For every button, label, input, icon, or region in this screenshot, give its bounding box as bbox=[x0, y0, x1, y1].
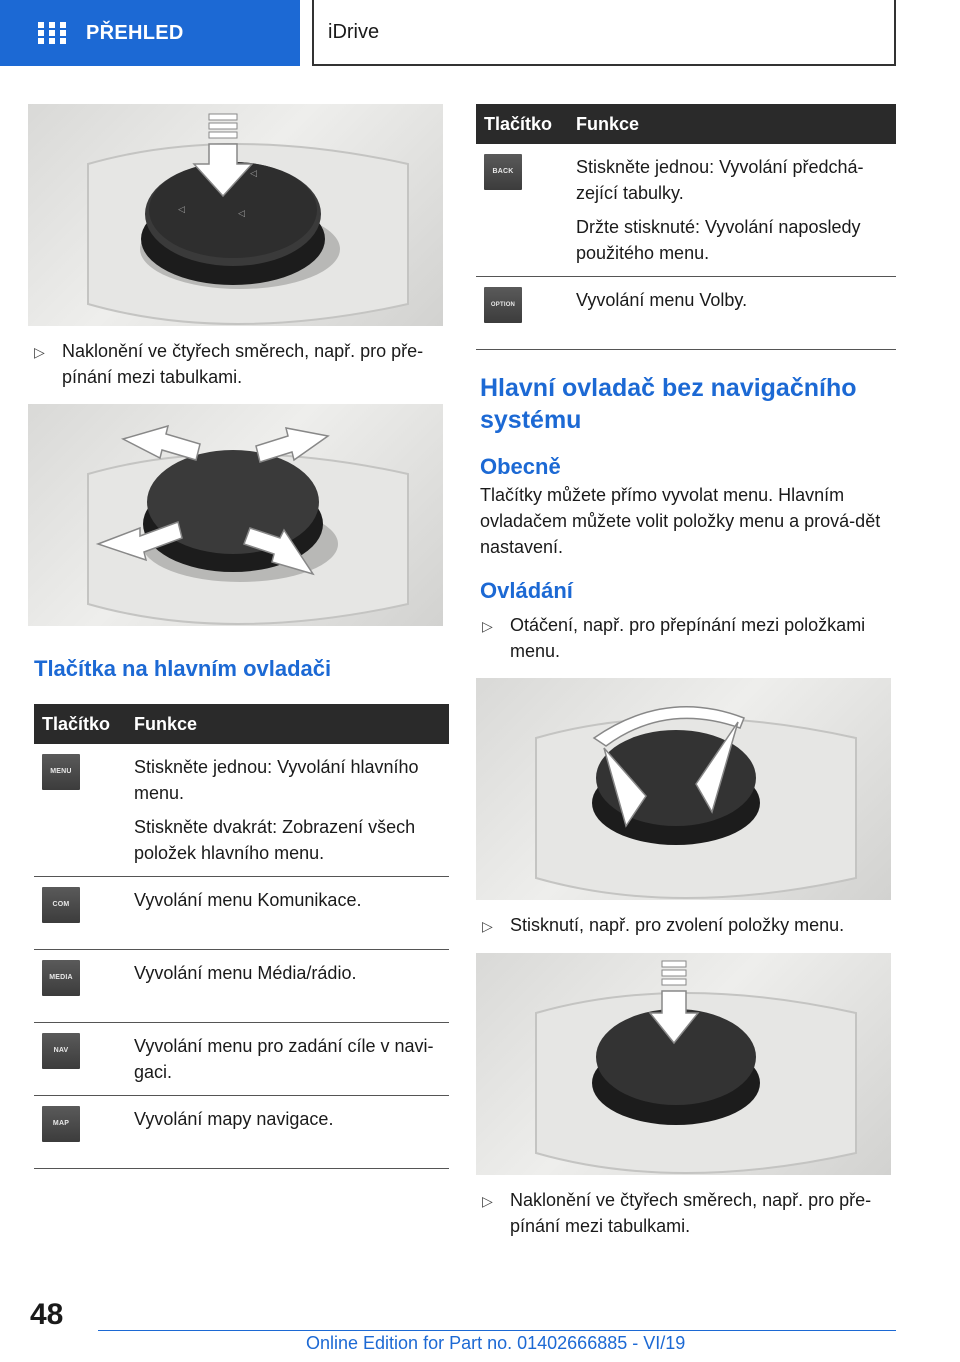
function-text: Vyvolání menu Komunikace. bbox=[134, 890, 362, 910]
function-text: Vyvolání mapy navigace. bbox=[134, 1109, 334, 1129]
triangle-bullet-icon: ▷ bbox=[482, 918, 493, 934]
tilt-bullet-text: Naklonění ve čtyřech směrech, např. pro pře‐pínání mezi tabulkami. bbox=[62, 341, 424, 387]
com-key-icon: COM bbox=[42, 887, 80, 923]
table-row bbox=[476, 144, 896, 277]
section-title-controller-buttons: Tlačítka na hlavním ovladači bbox=[34, 656, 332, 681]
subheading-general: Obecně bbox=[480, 454, 561, 479]
press-bullet-text: Stisknutí, např. pro zvolení položky menu. bbox=[510, 915, 845, 935]
controller-buttons-table bbox=[34, 704, 449, 1169]
subheading-operation: Ovládání bbox=[480, 578, 573, 603]
press-bullet bbox=[476, 912, 896, 939]
general-paragraph: Tlačítky můžete přímo vyvolat menu. Hlavním ovladačem můžete volit položky menu a prová‐dět nastavení. bbox=[480, 485, 881, 557]
triangle-bullet-icon: ▷ bbox=[34, 344, 45, 360]
function-text: Stiskněte dvakrát: Zobrazení všech položek hlavního menu. bbox=[134, 817, 416, 863]
controller-buttons-table-continued bbox=[476, 104, 896, 350]
option-key-icon: OPTION bbox=[484, 287, 522, 323]
edition-info: Online Edition for Part no. 01402666885 - VI/19 bbox=[306, 1333, 686, 1353]
function-text: Vyvolání menu Volby. bbox=[576, 290, 748, 310]
media-key-icon: MEDIA bbox=[42, 960, 80, 996]
menu-key-icon: MENU bbox=[42, 754, 80, 790]
column-header-button: Tlačítko bbox=[476, 104, 568, 144]
function-text: Držte stisknuté: Vyvolání naposledy použitého menu. bbox=[576, 217, 861, 263]
nav-key-icon: NAV bbox=[42, 1033, 80, 1069]
left-column bbox=[28, 104, 448, 1169]
rotate-bullet-text: Otáčení, např. pro přepínání mezi položkami menu. bbox=[510, 615, 866, 661]
column-header-function: Funkce bbox=[568, 104, 896, 144]
tilt-bullet-right bbox=[476, 1187, 896, 1239]
table-row bbox=[34, 877, 449, 950]
controller-press-photo bbox=[28, 104, 443, 326]
function-text: Stiskněte jednou: Vyvolání hlavního menu. bbox=[134, 757, 419, 803]
right-column bbox=[476, 104, 896, 1239]
column-header-button: Tlačítko bbox=[34, 704, 126, 744]
controller-press-photo-2 bbox=[476, 953, 891, 1175]
map-key-icon: MAP bbox=[42, 1106, 80, 1142]
svg-text:◁: ◁ bbox=[238, 209, 245, 219]
overview-tab[interactable] bbox=[0, 0, 300, 66]
rotate-bullet bbox=[476, 612, 896, 664]
controller-tilt-photo bbox=[28, 404, 443, 626]
triangle-bullet-icon: ▷ bbox=[482, 618, 493, 634]
chapter-title: iDrive bbox=[328, 20, 380, 43]
table-row bbox=[34, 1096, 449, 1169]
heading-controller-without-navigation: Hlavní ovladač bez navigačního systému bbox=[480, 374, 857, 434]
function-text: Vyvolání menu Média/rádio. bbox=[134, 963, 357, 983]
table-row bbox=[34, 744, 449, 877]
page-header bbox=[0, 0, 960, 66]
column-header-function: Funkce bbox=[126, 704, 449, 744]
function-text: Stiskněte jednou: Vyvolání předchá‐zející tabulky. bbox=[576, 157, 864, 203]
grid-menu-icon bbox=[38, 22, 66, 44]
tilt-bullet-right-text: Naklonění ve čtyřech směrech, např. pro pře‐pínání mezi tabulkami. bbox=[510, 1190, 872, 1236]
svg-text:◁: ◁ bbox=[250, 169, 257, 179]
function-text: Vyvolání menu pro zadání cíle v navi‐gaci. bbox=[134, 1036, 434, 1082]
table-row bbox=[34, 1023, 449, 1096]
table-header-row bbox=[34, 704, 449, 744]
page-number: 48 bbox=[30, 1298, 64, 1331]
table-row bbox=[476, 277, 896, 350]
footer-divider bbox=[98, 1330, 896, 1331]
tilt-bullet bbox=[28, 338, 448, 390]
svg-text:◁: ◁ bbox=[178, 205, 185, 215]
overview-tab-label: PŘEHLED bbox=[86, 21, 184, 44]
controller-rotate-photo bbox=[476, 678, 891, 900]
back-key-icon: BACK bbox=[484, 154, 522, 190]
triangle-bullet-icon: ▷ bbox=[482, 1193, 493, 1209]
chapter-title-box bbox=[312, 0, 896, 66]
table-row bbox=[34, 950, 449, 1023]
table-header-row bbox=[476, 104, 896, 144]
